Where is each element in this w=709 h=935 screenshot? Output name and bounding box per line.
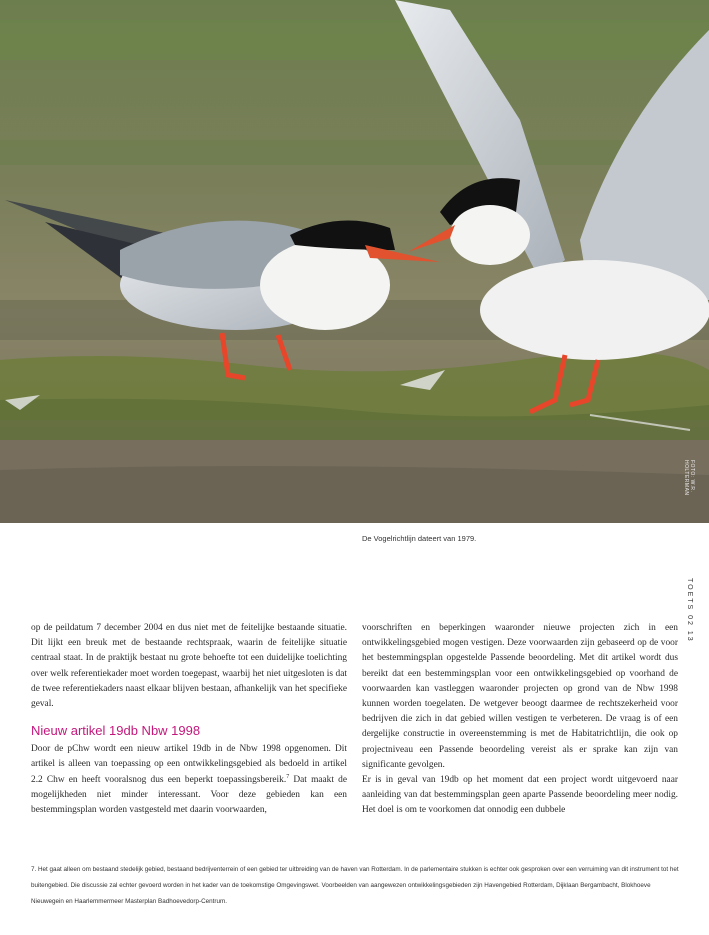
left-paragraph-2 (31, 742, 347, 818)
right-column (362, 621, 678, 819)
footnote-ref[interactable]: 7 (286, 773, 290, 780)
photo-credit: FOTO: W.R. HOLTERMAN (683, 460, 695, 496)
left-column (31, 621, 347, 818)
right-paragraph-2: Er is in geval van 19db op het moment dat een project wordt uitgevoerd naar aanleiding van dat bestemmingsplan geen aparte Passende beoordeling meer nodig. Het doel is om te voorkomen dat onnodig een dubbele (362, 775, 678, 816)
photo-caption: De Vogelrichtlijn dateert van 1979. (362, 534, 477, 543)
section-heading: Nieuw artikel 19db Nbw 1998 (31, 723, 201, 739)
running-head: TOETS 02 13 (686, 578, 693, 643)
left-paragraph-2-part-b: Dat maakt de mogelijkheden niet minder interessant. Voor deze gebieden kan een bestemmingsplan worden vastgesteld met daarin voorwaarden, (31, 774, 347, 816)
left-paragraph-1: op de peildatum 7 december 2004 en dus niet met de feitelijke bestaande situatie. Dit lijkt een breuk met de bestaande rechtspraak, waarin de feitelijke situatie centraal staat. In de praktijk bestaat nu grote behoefte tot een duidelijke toelichting over welk referentiekader moet worden toegepast, waarbij het niet uitgesloten is dat de twee referentiekaders naast elkaar blijven bestaan, afhankelijk van het specifieke geval. (31, 623, 347, 710)
left-paragraph-2-part-a: Door de pChw wordt een nieuw artikel 19db in de Nbw 1998 opgenomen. Dit artikel is alleen van toepassing op een ontwikkelingsgebied als bedoeld in artikel 2.2 Chw en heeft vooralsnog dus een beperkt toepassingsbereik. (31, 744, 347, 785)
footnote: 7. Het gaat alleen om bestaand stedelijk gebied, bestaand bedrijventerrein of een gebied ter uitbreiding van de haven van Rotterdam. In de parlementaire stukken is echter ook gesproken over een verruiming van dit instrument tot het buitengebied. Die discussie zal echter gevoerd worden in het kader van de toekomstige Omgevingswet. Voorbeelden van aangewezen ontwikkelingsgebieden zijn Havengebied Rotterdam, Dijklaan Bergambacht, Blokhoeve Nieuwegein en Haarlemmermeer Masterplan Badhoevedorp-Centrum. (31, 866, 679, 905)
right-paragraph-1: voorschriften en beperkingen waaronder nieuwe projecten zich in een ontwikkelingsgebied mogen vestigen. Deze voorwaarden zijn gebaseerd op de voor het bestemmingsplan opgestelde Passende beoordeling. Met dit artikel wordt dus bereikt dat een bestemmingsplan voor een ontwikkelingsgebied op voorhand de voorwaarden kan vastleggen waaronder projecten op grond van de Nbw 1998 kunnen worden toegelaten. De wetgever beoogt daarmee de rechtszekerheid voor bedrijven die zich in dat gebied willen vestigen te verbeteren. De vraag is of een dergelijke constructie in overeenstemming is met de Habitatrichtlijn, die ook op projectniveau een Passende beoordeling vereist als er sprake kan zijn van significante gevolgen. (362, 623, 678, 770)
